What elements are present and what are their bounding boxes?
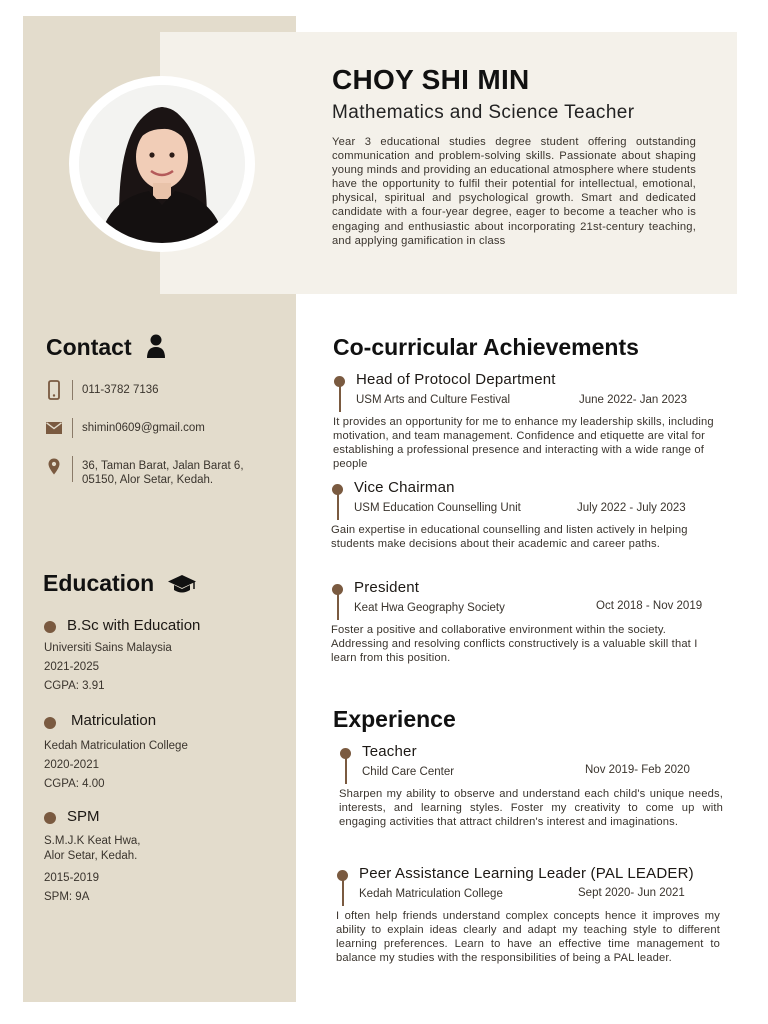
contact-heading-text: Contact (46, 334, 132, 360)
education-degree: Matriculation (71, 712, 157, 729)
achievement-date: June 2022- Jan 2023 (579, 394, 688, 406)
education-heading-text: Education (43, 570, 155, 596)
contact-phone-row (44, 380, 159, 400)
experience-date: Sept 2020- Jun 2021 (578, 887, 685, 899)
experience-heading: Experience (333, 706, 456, 732)
profile-photo (79, 85, 245, 243)
education-detail: CGPA: 3.91 (44, 680, 105, 692)
timeline-pin-icon (340, 748, 354, 788)
education-bullet (44, 812, 56, 824)
achievement-title: Head of Protocol Department (356, 371, 556, 388)
achievement-description: Gain expertise in educational counselling and listen actively in helping students make decisions about their academic and career paths. (331, 524, 688, 551)
achievement-description: It provides an opportunity for me to enhance my leadership skills, including motivation, and team management. Confidence and etiquette are vital for establishing a professional presence and interacting with a wide range of people (333, 416, 714, 471)
mail-icon (44, 418, 64, 438)
contact-email-row (44, 418, 205, 438)
contact-divider (72, 380, 73, 400)
address-line: 05150, Alor Setar, Kedah. (82, 474, 214, 486)
experience-description: I often help friends understand complex concepts hence it improves my ability to explain ideas clearly and adapt my teaching style to different learning preferences. Learn to have an effective time management to balance my studies with the responsibilities of being a PAL leader. (336, 910, 720, 965)
education-detail: 2020-2021 (44, 759, 99, 771)
education-detail: Alor Setar, Kedah. (44, 850, 138, 862)
graduation-cap-icon (167, 573, 197, 601)
cocurricular-heading: Co-curricular Achievements (333, 334, 639, 360)
education-detail: CGPA: 4.00 (44, 778, 105, 790)
experience-title: Peer Assistance Learning Leader (PAL LEADER) (359, 865, 694, 882)
timeline-pin-icon (332, 484, 346, 524)
location-pin-icon (44, 456, 64, 476)
achievement-date: July 2022 - July 2023 (577, 502, 686, 514)
achievement-organisation: Keat Hwa Geography Society (354, 602, 505, 614)
achievement-description: Foster a positive and collaborative environment within the society. Addressing and resolving conflicts constructively is a valuable skill that I learn from this position. (331, 624, 698, 665)
contact-address-row (44, 456, 244, 487)
education-detail: Universiti Sains Malaysia (44, 642, 172, 654)
experience-description: Sharpen my ability to observe and understand each child's unique needs, interests, and learning styles. Foster my creativity to come up with engaging activities that attract children's interest and imaginations. (339, 788, 723, 829)
education-heading (43, 570, 197, 601)
achievement-title: President (354, 579, 420, 596)
candidate-name: CHOY SHI MIN (332, 64, 530, 95)
achievement-organisation: USM Arts and Culture Festival (356, 394, 511, 406)
address-line: 36, Taman Barat, Jalan Barat 6, (82, 460, 244, 472)
education-detail: 2021-2025 (44, 661, 99, 673)
postal-address (82, 456, 244, 487)
education-detail: Kedah Matriculation College (44, 740, 188, 752)
education-bullet (44, 717, 56, 729)
phone-number[interactable]: 011-3782 7136 (82, 384, 159, 396)
email-address[interactable]: shimin0609@gmail.com (82, 422, 205, 434)
education-detail: S.M.J.K Keat Hwa, (44, 835, 141, 847)
experience-organisation: Kedah Matriculation College (359, 888, 503, 900)
timeline-pin-icon (334, 376, 348, 416)
profile-photo-frame (69, 76, 255, 252)
contact-heading (46, 334, 166, 364)
achievement-date: Oct 2018 - Nov 2019 (596, 600, 703, 612)
timeline-pin-icon (337, 870, 351, 910)
education-detail: SPM: 9A (44, 891, 90, 903)
achievement-organisation: USM Education Counselling Unit (354, 502, 521, 514)
education-bullet (44, 621, 56, 633)
experience-organisation: Child Care Center (362, 766, 455, 778)
education-degree: B.Sc with Education (67, 617, 201, 634)
job-title: Mathematics and Science Teacher (332, 102, 635, 123)
achievement-title: Vice Chairman (354, 479, 455, 496)
education-degree: SPM (67, 808, 100, 825)
experience-date: Nov 2019- Feb 2020 (585, 764, 690, 776)
contact-divider (72, 418, 73, 438)
phone-icon (44, 380, 64, 400)
experience-title: Teacher (362, 743, 417, 760)
contact-divider (72, 456, 73, 482)
timeline-pin-icon (332, 584, 346, 624)
education-detail: 2015-2019 (44, 872, 99, 884)
profile-summary: Year 3 educational studies degree student offering outstanding communication and problem-solving skills. Passionate about shaping young minds and providing an educational atmosphere where students have the opportunity to fulfil their potential for intellectual, emotional, physical, spiritual and psychological growth. Smart and dedicated candidate with a four-year degree, eager to become a teacher who is engaging and enthusiastic about incorporating 21st-century teaching, and applying gamification in class (332, 136, 696, 247)
person-icon (146, 334, 166, 364)
